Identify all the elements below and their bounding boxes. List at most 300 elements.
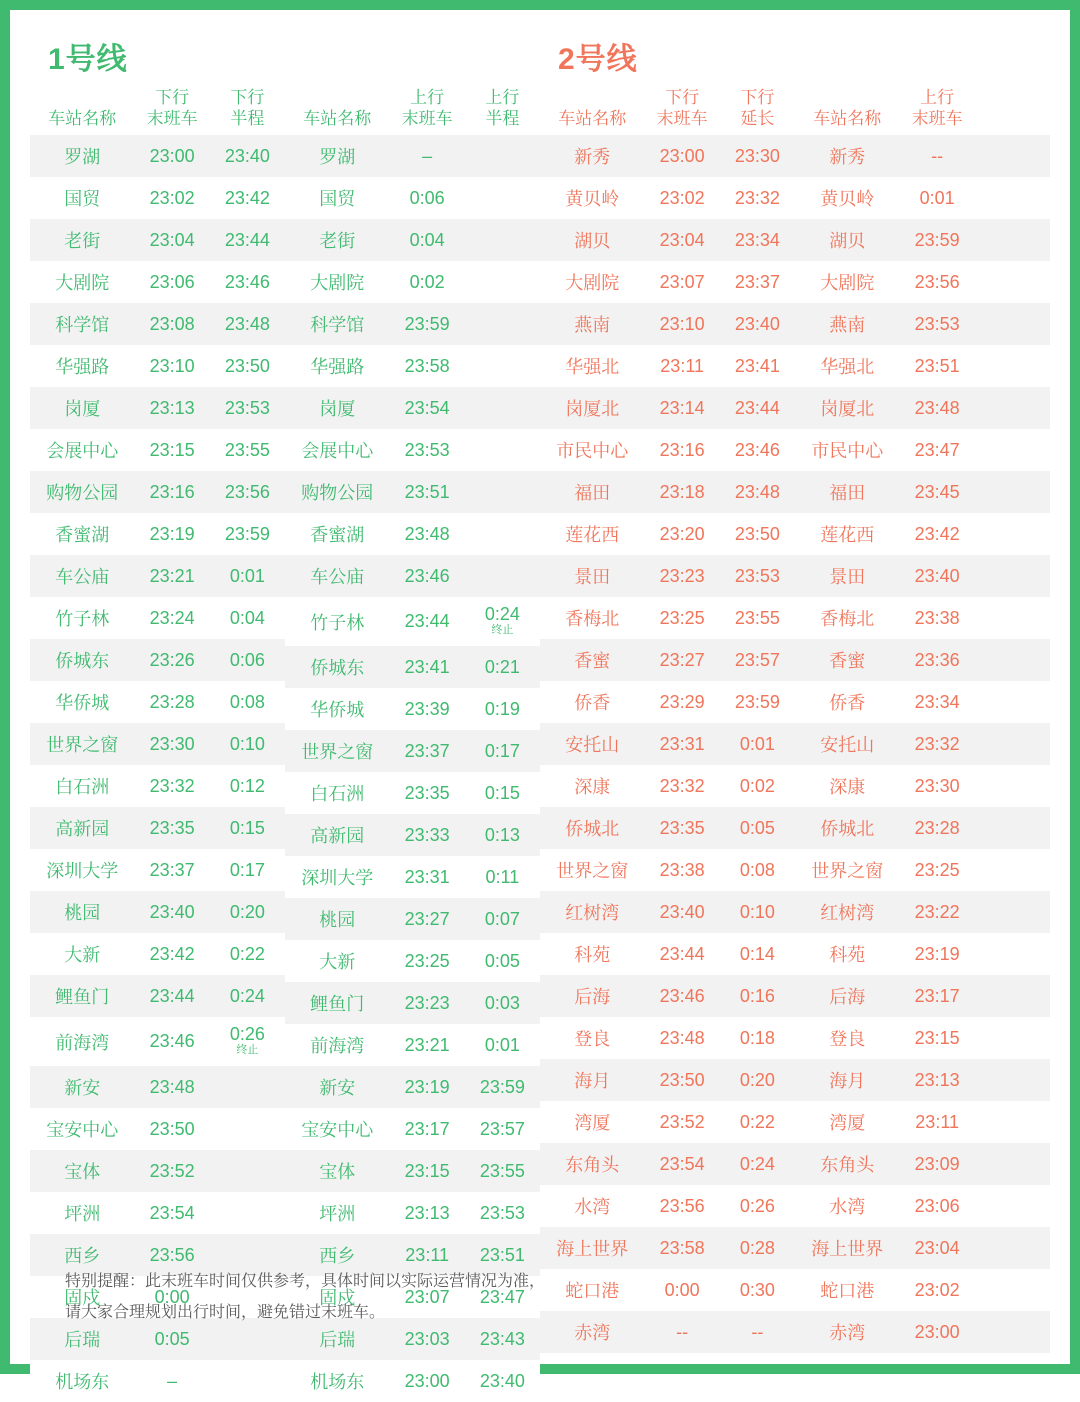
time-cell: 23:57 — [479, 1118, 525, 1139]
time-cell: 0:06 — [409, 187, 445, 208]
time-cell: 23:35 — [404, 782, 450, 803]
column-header-1: 下行 末班车 — [146, 88, 198, 128]
time-cell: 23:16 — [149, 481, 195, 502]
table-row — [795, 1101, 1050, 1143]
station-name-cell: 机场东 — [55, 1372, 110, 1393]
table-row — [540, 681, 795, 723]
station-name-cell: 蛇口港 — [820, 1281, 875, 1302]
time-cell: 23:47 — [479, 1286, 525, 1307]
time-cell — [975, 933, 1050, 975]
footer-note-line-1: 特别提醒：此末班车时间仅供参考，具体时间以实际运营情况为准， — [65, 1273, 546, 1291]
table-row — [795, 303, 1050, 345]
table-row — [795, 849, 1050, 891]
table-row — [795, 1227, 1050, 1269]
station-name-cell: 大剧院 — [820, 273, 875, 294]
time-cell: 23:46 — [734, 439, 780, 460]
station-name-cell: 后瑞 — [64, 1330, 101, 1351]
time-cell: 23:11 — [660, 355, 705, 376]
time-cell: 23:53 — [224, 397, 270, 418]
table-row — [795, 723, 1050, 765]
table-row — [285, 303, 540, 345]
time-cell: 23:40 — [914, 565, 960, 586]
time-cell: 23:44 — [659, 943, 705, 964]
station-name-cell: 华侨城 — [310, 700, 365, 721]
time-cell: 23:34 — [914, 691, 960, 712]
time-cell — [465, 429, 540, 471]
table-row — [285, 429, 540, 471]
station-name-cell: 莲花西 — [565, 525, 620, 546]
station-name-cell: 坪洲 — [64, 1204, 101, 1225]
station-name-cell: 鲤鱼门 — [55, 987, 110, 1008]
station-name-cell: 宝安中心 — [46, 1120, 119, 1141]
time-cell: 23:51 — [404, 481, 450, 502]
time-cell: 0:17 — [484, 740, 520, 761]
table-row — [540, 639, 795, 681]
station-name-cell: 深康 — [829, 777, 866, 798]
station-name-cell: 竹子林 — [55, 609, 110, 630]
table-row — [795, 555, 1050, 597]
time-cell: 23:00 — [914, 1321, 960, 1342]
table-row — [30, 975, 285, 1017]
footer-note-line-2: 请大家合理规划出行时间，避免错过末班车。 — [65, 1303, 386, 1321]
time-cell: 23:04 — [149, 229, 195, 250]
column-header-2 — [975, 88, 1050, 135]
line-2-upbound-table — [795, 88, 1050, 1353]
time-cell: 23:02 — [149, 187, 195, 208]
column-header-2: 下行 延长 — [740, 88, 775, 128]
station-name-cell: 大新 — [319, 952, 356, 973]
station-name-cell: 国贸 — [64, 189, 101, 210]
time-cell: 23:13 — [149, 397, 195, 418]
table-row — [285, 219, 540, 261]
table-row — [30, 1360, 285, 1402]
station-name-cell: 高新园 — [55, 819, 110, 840]
time-cell: 23:44 — [404, 611, 450, 632]
table-row — [30, 219, 285, 261]
station-name-cell: 燕南 — [574, 315, 611, 336]
table-row — [285, 387, 540, 429]
table-row — [30, 1150, 285, 1192]
table-row — [540, 219, 795, 261]
station-name-cell: 新秀 — [574, 147, 611, 168]
time-cell: 23:48 — [914, 397, 960, 418]
time-cell: 23:25 — [404, 950, 450, 971]
time-cell — [975, 471, 1050, 513]
station-name-cell: 白石洲 — [310, 784, 365, 805]
time-cell: 23:46 — [404, 565, 450, 586]
table-row — [30, 765, 285, 807]
station-name-cell: 登良 — [574, 1029, 611, 1050]
table-row — [285, 513, 540, 555]
table-row — [795, 1311, 1050, 1353]
station-name-cell: 华强路 — [310, 357, 365, 378]
table-head — [540, 88, 795, 135]
station-name-cell: 会展中心 — [301, 441, 374, 462]
time-cell — [975, 303, 1050, 345]
time-cell: 23:04 — [914, 1237, 960, 1258]
table-row — [540, 555, 795, 597]
time-cell — [975, 681, 1050, 723]
station-name-cell: 科学馆 — [55, 315, 110, 336]
table-row — [285, 177, 540, 219]
station-name-cell: 岗厦北 — [565, 399, 620, 420]
station-name-cell: 后海 — [574, 987, 611, 1008]
time-cell: 23:46 — [659, 985, 705, 1006]
table-row — [540, 345, 795, 387]
time-cell: 23:06 — [914, 1195, 960, 1216]
table-row — [285, 1360, 540, 1402]
station-name-cell: 前海湾 — [310, 1036, 365, 1057]
station-name-cell: 景田 — [829, 567, 866, 588]
station-name-cell: 燕南 — [829, 315, 866, 336]
time-cell: 23:48 — [224, 313, 270, 334]
time-cell: 23:16 — [659, 439, 705, 460]
station-name-cell: 会展中心 — [46, 441, 119, 462]
table-row — [285, 772, 540, 814]
station-name-cell: 海上世界 — [556, 1239, 629, 1260]
time-cell: 23:23 — [659, 565, 705, 586]
station-name-cell: 侨香 — [829, 693, 866, 714]
time-cell: 23:14 — [659, 397, 705, 418]
table-row — [795, 891, 1050, 933]
station-name-cell: 罗湖 — [319, 147, 356, 168]
table-row — [540, 1311, 795, 1353]
station-name-cell: 香蜜湖 — [55, 525, 110, 546]
table-row — [540, 975, 795, 1017]
table-body — [540, 135, 795, 1353]
time-cell: 0:01 — [229, 565, 265, 586]
time-cell: 0:24 — [739, 1153, 775, 1174]
table-row — [540, 513, 795, 555]
time-cell: 0:21 — [484, 656, 520, 677]
time-cell — [975, 597, 1050, 639]
station-name-cell: 世界之窗 — [46, 735, 119, 756]
time-cell: 23:55 — [479, 1160, 525, 1181]
time-cell: 23:34 — [734, 229, 780, 250]
time-cell: 0:16 — [739, 985, 775, 1006]
time-cell: -- — [931, 145, 944, 166]
station-name-cell: 岗厦 — [319, 399, 356, 420]
time-cell: 23:15 — [149, 439, 195, 460]
station-name-cell: 赤湾 — [574, 1323, 611, 1344]
time-cell: 23:45 — [914, 481, 960, 502]
station-name-cell: 登良 — [829, 1029, 866, 1050]
table-row — [285, 1066, 540, 1108]
time-cell: 23:02 — [659, 187, 705, 208]
time-cell — [465, 345, 540, 387]
station-name-cell: 宝安中心 — [301, 1120, 374, 1141]
time-cell — [465, 387, 540, 429]
table-row — [30, 555, 285, 597]
table-row — [540, 387, 795, 429]
table-row — [285, 345, 540, 387]
time-cell — [975, 765, 1050, 807]
table-row — [30, 429, 285, 471]
station-name-cell: 香蜜湖 — [310, 525, 365, 546]
table-row — [540, 891, 795, 933]
time-cell — [975, 1185, 1050, 1227]
time-cell: 0:07 — [484, 908, 520, 929]
table-row — [795, 135, 1050, 177]
time-cell: 23:21 — [149, 565, 195, 586]
table-row — [795, 807, 1050, 849]
time-cell: 23:59 — [479, 1076, 525, 1097]
time-cell: 0:01 — [919, 187, 955, 208]
station-name-cell: 世界之窗 — [556, 861, 629, 882]
time-cell: 0:26 — [739, 1195, 775, 1216]
time-cell — [210, 1066, 285, 1108]
station-name-cell: 香梅北 — [820, 609, 875, 630]
station-name-cell: 新秀 — [829, 147, 866, 168]
time-cell — [465, 303, 540, 345]
table-row — [285, 1192, 540, 1234]
station-name-cell: 海月 — [574, 1071, 611, 1092]
table-row — [30, 849, 285, 891]
table-row — [540, 303, 795, 345]
station-name-cell: 国贸 — [319, 189, 356, 210]
station-name-cell: 竹子林 — [310, 612, 365, 633]
table-row — [795, 933, 1050, 975]
time-cell: – — [422, 145, 433, 166]
time-cell: 23:35 — [659, 817, 705, 838]
time-cell: 23:54 — [659, 1153, 705, 1174]
table-row — [285, 471, 540, 513]
line-title-1: 1号线 — [48, 43, 128, 76]
time-cell: 23:03 — [404, 1328, 450, 1349]
time-cell — [975, 807, 1050, 849]
table-row — [540, 849, 795, 891]
station-name-cell: 科学馆 — [310, 315, 365, 336]
time-cell: 23:44 — [224, 229, 270, 250]
time-cell — [975, 429, 1050, 471]
station-name-cell: 侨城东 — [55, 651, 110, 672]
table-row — [795, 1059, 1050, 1101]
station-name-cell: 宝体 — [64, 1162, 101, 1183]
time-cell: 23:48 — [734, 481, 780, 502]
time-cell: 0:08 — [739, 859, 775, 880]
station-name-cell: 新安 — [64, 1078, 101, 1099]
table-row — [540, 1101, 795, 1143]
table-row — [285, 1150, 540, 1192]
time-cell — [975, 1017, 1050, 1059]
time-cell: 23:31 — [659, 733, 705, 754]
time-cell: 23:00 — [149, 145, 195, 166]
time-cell: 0:20 — [739, 1069, 775, 1090]
time-cell — [975, 177, 1050, 219]
time-cell — [975, 849, 1050, 891]
time-cell: 0:10 — [739, 901, 775, 922]
time-cell: 23:00 — [659, 145, 705, 166]
station-name-cell: 车公庙 — [310, 567, 365, 588]
time-cell — [975, 975, 1050, 1017]
time-cell: 23:32 — [734, 187, 780, 208]
station-name-cell: 福田 — [574, 483, 611, 504]
table-row — [30, 261, 285, 303]
station-name-cell: 水湾 — [829, 1197, 866, 1218]
station-name-cell: 新安 — [319, 1078, 356, 1099]
station-name-cell: 湾厦 — [574, 1113, 611, 1134]
time-cell: 23:37 — [404, 740, 450, 761]
time-cell: 23:30 — [149, 733, 195, 754]
table-row — [30, 1017, 285, 1066]
table-head — [30, 88, 285, 135]
time-cell: 23:54 — [404, 397, 450, 418]
page-border-top — [0, 0, 1080, 10]
station-name-cell: 购物公园 — [301, 483, 374, 504]
time-cell: 23:40 — [659, 901, 705, 922]
time-cell: 23:40 — [149, 901, 195, 922]
table-row — [285, 261, 540, 303]
table-row — [795, 597, 1050, 639]
time-cell: 23:19 — [404, 1076, 450, 1097]
time-cell: 23:11 — [405, 1244, 450, 1265]
time-cell: 0:15 — [484, 782, 520, 803]
time-cell: 23:35 — [149, 817, 195, 838]
table-row — [795, 387, 1050, 429]
time-cell: 23:52 — [149, 1160, 195, 1181]
time-cell: 23:32 — [659, 775, 705, 796]
time-cell — [975, 387, 1050, 429]
time-cell: 23:21 — [404, 1034, 450, 1055]
time-cell: 0:28 — [739, 1237, 775, 1258]
time-cell: 23:30 — [734, 145, 780, 166]
time-cell: 23:02 — [914, 1279, 960, 1300]
table-row — [540, 261, 795, 303]
time-cell: 23:19 — [149, 523, 195, 544]
table-row — [30, 1192, 285, 1234]
station-name-cell: 红树湾 — [820, 903, 875, 924]
time-cell: 23:23 — [404, 992, 450, 1013]
station-name-cell: 老街 — [64, 231, 101, 252]
station-name-cell: 香蜜 — [574, 651, 611, 672]
time-cell: 0:05 — [484, 950, 520, 971]
station-name-cell: 莲花西 — [820, 525, 875, 546]
time-cell: 0:15 — [229, 817, 265, 838]
station-name-cell: 科苑 — [829, 945, 866, 966]
time-cell: 23:53 — [734, 565, 780, 586]
station-name-cell: 侨城北 — [820, 819, 875, 840]
time-cell: 23:56 — [659, 1195, 705, 1216]
table-row — [30, 345, 285, 387]
time-cell — [210, 1108, 285, 1150]
time-cell: -- — [751, 1321, 764, 1342]
line-2-downbound-table — [540, 88, 795, 1353]
station-name-cell: 大新 — [64, 945, 101, 966]
time-cell — [465, 555, 540, 597]
time-cell: 23:48 — [149, 1076, 195, 1097]
time-cell — [975, 513, 1050, 555]
time-cell: 0:22 — [229, 943, 265, 964]
station-name-cell: 侨城东 — [310, 658, 365, 679]
time-cell: 23:38 — [914, 607, 960, 628]
time-cell: 23:32 — [149, 775, 195, 796]
time-cell: 0:08 — [229, 691, 265, 712]
time-cell: 23:33 — [404, 824, 450, 845]
time-cell — [975, 345, 1050, 387]
time-cell: 23:17 — [914, 985, 960, 1006]
time-cell: 0:30 — [739, 1279, 775, 1300]
table-row — [795, 261, 1050, 303]
table-head — [795, 88, 1050, 135]
page-border-right — [1070, 0, 1080, 1374]
table-row — [795, 975, 1050, 1017]
table-row — [795, 765, 1050, 807]
table-row — [540, 1227, 795, 1269]
column-header-1: 下行 末班车 — [656, 88, 708, 128]
column-header-0: 车站名称 — [558, 108, 627, 128]
time-cell: 23:48 — [404, 523, 450, 544]
table-row — [285, 730, 540, 772]
time-cell — [975, 135, 1050, 177]
time-cell: 23:55 — [224, 439, 270, 460]
time-cell: 0:03 — [484, 992, 520, 1013]
column-header-0: 车站名称 — [813, 108, 882, 128]
station-name-cell: 华侨城 — [55, 693, 110, 714]
station-name-cell: 赤湾 — [829, 1323, 866, 1344]
time-cell: 23:38 — [659, 859, 705, 880]
station-name-cell: 车公庙 — [55, 567, 110, 588]
time-cell: 0:06 — [229, 649, 265, 670]
time-cell: 23:59 — [224, 523, 270, 544]
time-cell: 23:09 — [914, 1153, 960, 1174]
time-cell: 23:59 — [404, 313, 450, 334]
time-cell: 23:56 — [149, 1244, 195, 1265]
station-name-cell: 白石洲 — [55, 777, 110, 798]
time-cell: 23:28 — [149, 691, 195, 712]
station-name-cell: 安托山 — [565, 735, 620, 756]
line-block-2 — [540, 28, 1050, 1402]
time-cell: 23:40 — [479, 1370, 525, 1391]
column-header-1: 上行 末班车 — [911, 88, 963, 128]
time-cell: -- — [676, 1321, 689, 1342]
time-cell — [210, 1360, 285, 1402]
time-cell — [465, 135, 540, 177]
time-cell: 23:27 — [404, 908, 450, 929]
station-name-cell: 水湾 — [574, 1197, 611, 1218]
table-row — [285, 940, 540, 982]
time-cell: 23:50 — [734, 523, 780, 544]
table-head — [285, 88, 540, 135]
time-cell — [465, 513, 540, 555]
time-cell: 23:19 — [914, 943, 960, 964]
station-name-cell: 机场东 — [310, 1372, 365, 1393]
header-row — [285, 88, 540, 135]
station-name-cell: 科苑 — [574, 945, 611, 966]
time-cell: 23:55 — [734, 607, 780, 628]
table-row — [540, 933, 795, 975]
time-cell: 23:56 — [224, 481, 270, 502]
time-cell: 23:41 — [734, 355, 780, 376]
station-name-cell: 坪洲 — [319, 1204, 356, 1225]
column-header-2: 下行 半程 — [230, 88, 265, 128]
time-cell: 0:01 — [739, 733, 775, 754]
table-row — [30, 177, 285, 219]
table-row — [795, 681, 1050, 723]
time-cell: 0:05 — [739, 817, 775, 838]
station-name-cell: 东角头 — [565, 1155, 620, 1176]
time-cell: 0:26 终止 — [229, 1024, 265, 1057]
time-cell — [975, 1227, 1050, 1269]
time-cell: 23:20 — [659, 523, 705, 544]
line-title-2: 2号线 — [558, 43, 638, 76]
station-name-cell: 大剧院 — [310, 273, 365, 294]
column-header-0: 车站名称 — [303, 108, 372, 128]
time-cell: 23:59 — [914, 229, 960, 250]
time-cell — [465, 261, 540, 303]
time-cell: 23:22 — [914, 901, 960, 922]
table-row — [285, 898, 540, 940]
time-cell: 23:18 — [659, 481, 705, 502]
